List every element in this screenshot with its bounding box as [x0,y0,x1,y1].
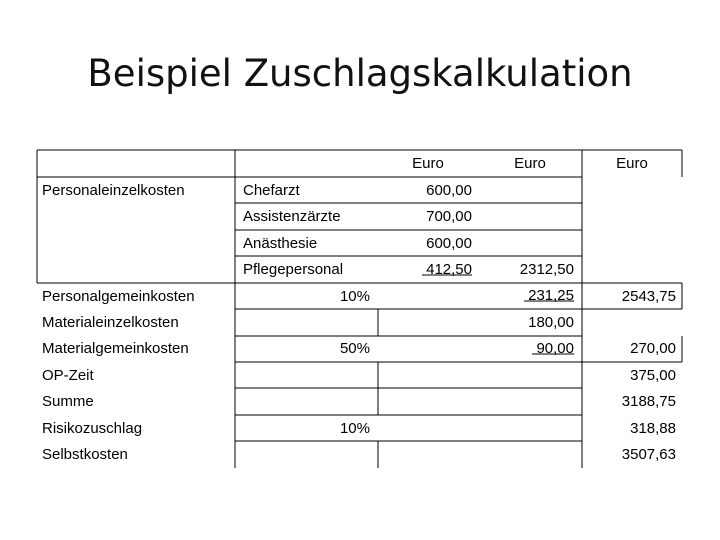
header-euro-3: Euro [616,155,648,172]
value-risikozuschlag: 318,88 [630,420,676,437]
row-label-materialeinzelkosten: Materialeinzelkosten [42,314,179,331]
rate-personalgemeinkosten: 10% [339,288,370,305]
row-label-selbstkosten: Selbstkosten [42,446,128,463]
row-label-risikozuschlag: Risikozuschlag [42,420,143,437]
item-chefarzt: Chefarzt [243,182,300,199]
subtotal-personaleinzelkosten: 2312,50 [519,261,574,278]
row-label-summe: Summe [42,393,94,410]
value-selbstkosten: 3507,63 [621,446,676,463]
header-euro-1: Euro [412,155,444,172]
rate-risikozuschlag: 10% [339,420,370,437]
item-anaesthesie: Anästhesie [243,235,318,252]
item-assistenzaerzte: Assistenzärzte [243,208,341,225]
row-label-materialgemeinkosten: Materialgemeinkosten [42,340,189,357]
total-personalkosten: 2543,75 [621,288,676,305]
value-materialgemeinkosten: 90,00 [536,340,574,357]
value-op-zeit: 375,00 [630,367,676,384]
slide-title: Beispiel Zuschlagskalkulation [87,52,633,95]
value-assistenzaerzte: 700,00 [426,208,472,225]
row-label-personaleinzelkosten: Personaleinzelkosten [42,182,185,199]
header-euro-2: Euro [514,155,546,172]
row-label-op-zeit: OP-Zeit [42,367,94,384]
value-summe: 3188,75 [621,393,676,410]
item-pflegepersonal: Pflegepersonal [243,261,344,278]
value-materialeinzelkosten: 180,00 [528,314,574,331]
row-label-personalgemeinkosten: Personalgemeinkosten [42,288,195,305]
value-chefarzt: 600,00 [426,182,472,199]
total-materialkosten: 270,00 [630,340,676,357]
value-anaesthesie: 600,00 [426,235,472,252]
value-personalgemeinkosten: 231,25 [528,287,574,304]
value-pflegepersonal: 412,50 [426,261,472,278]
rate-materialgemeinkosten: 50% [339,340,370,357]
